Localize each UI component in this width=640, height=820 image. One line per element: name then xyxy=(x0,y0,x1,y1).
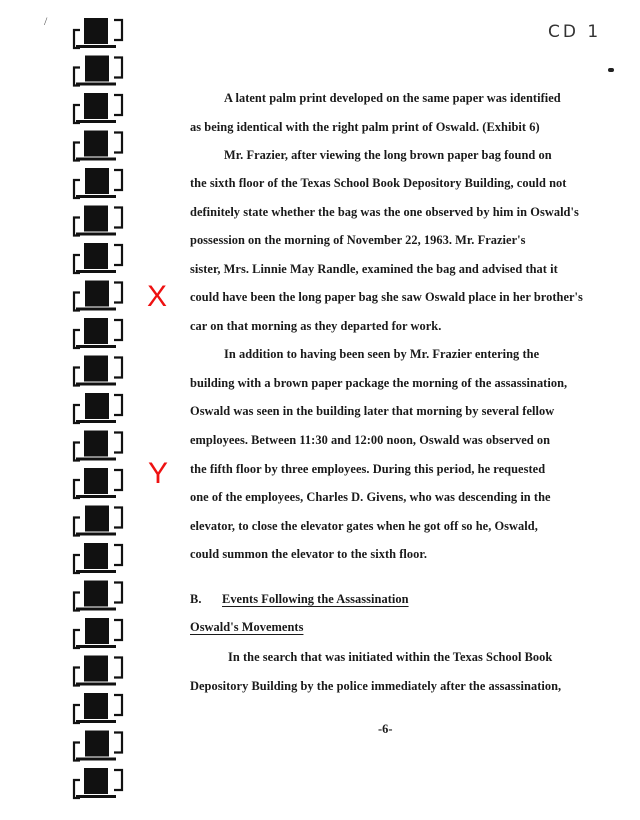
binding-bracket-right xyxy=(114,770,122,790)
binding-block xyxy=(84,93,108,119)
binding-bracket-right xyxy=(114,283,122,303)
binding-bar xyxy=(76,270,116,273)
binding-bracket-right xyxy=(114,583,122,603)
binding-bar xyxy=(76,45,116,48)
binding-bar xyxy=(76,83,116,86)
binding-bar xyxy=(76,120,116,123)
binding-block xyxy=(85,618,109,644)
binding-bracket-right xyxy=(114,658,122,678)
paragraph-2-line-7: car on that morning as they departed for work. xyxy=(190,319,442,333)
binding-bar xyxy=(76,458,116,461)
binding-bracket-right xyxy=(114,20,122,40)
binding-block xyxy=(85,731,109,757)
section-letter: B. xyxy=(190,592,202,606)
binding-block xyxy=(85,281,109,307)
page-number: -6- xyxy=(378,722,393,736)
binding-bracket-right xyxy=(114,733,122,753)
binding-block xyxy=(84,356,108,382)
stray-ink-dot xyxy=(608,68,614,72)
binding-bar xyxy=(76,233,116,236)
binding-block xyxy=(84,18,108,44)
binding-bar xyxy=(76,420,116,423)
binding-loop xyxy=(74,243,122,273)
binding-block xyxy=(84,693,108,719)
paragraph-2-line-2: the sixth floor of the Texas School Book Depository Building, could not xyxy=(190,176,567,190)
binding-block xyxy=(84,431,108,457)
binding-bracket-right xyxy=(114,395,122,415)
binding-block xyxy=(84,468,108,494)
binding-bracket-right xyxy=(114,508,122,528)
paragraph-3-line-2: building with a brown paper package the morning of the assassination, xyxy=(190,376,568,390)
binding-bar xyxy=(76,608,116,611)
paragraph-3-line-7: elevator, to close the elevator gates when he got off so he, Oswald, xyxy=(190,519,538,533)
binding-bracket-right xyxy=(114,208,122,228)
binding-bracket-right xyxy=(114,545,122,565)
binding-bracket-right xyxy=(114,95,122,115)
paragraph-2-line-3: definitely state whether the bag was the one observed by him in Oswald's xyxy=(190,205,579,219)
paragraph-1-line-1: A latent palm print developed on the same paper was identified xyxy=(224,91,561,105)
binding-loop xyxy=(74,693,122,723)
paragraph-2-line-5: sister, Mrs. Linnie May Randle, examined the bag and advised that it xyxy=(190,262,558,276)
binding-loop xyxy=(74,18,122,48)
binding-block xyxy=(85,506,109,532)
binding-bracket-right xyxy=(114,245,122,265)
binding-loop xyxy=(74,56,122,86)
binding-bar xyxy=(76,383,116,386)
binding-bar xyxy=(76,758,116,761)
binding-bracket-right xyxy=(114,133,122,153)
binding-block xyxy=(84,243,108,269)
paragraph-1-line-2: as being identical with the right palm print of Oswald. (Exhibit 6) xyxy=(190,120,540,134)
binding-bracket-right xyxy=(114,58,122,78)
binding-loop xyxy=(74,168,122,198)
binding-bar xyxy=(76,495,116,498)
paragraph-4-line-1: In the search that was initiated within the Texas School Book xyxy=(228,650,553,664)
binding-bracket-right xyxy=(114,470,122,490)
binding-loop xyxy=(74,93,122,123)
paragraph-3-line-3: Oswald was seen in the building later that morning by several fellow xyxy=(190,404,555,418)
binding-bar xyxy=(76,720,116,723)
handwritten-corner-mark: CD 1 xyxy=(548,22,602,42)
paragraph-3-line-5: the fifth floor by three employees. During this period, he requested xyxy=(190,462,546,476)
binding-bar xyxy=(76,308,116,311)
binding-bar xyxy=(76,345,116,348)
binding-loop xyxy=(74,506,122,536)
binding-block xyxy=(84,768,108,794)
binding-bar xyxy=(76,795,116,798)
binding-bracket-right xyxy=(114,358,122,378)
binding-block xyxy=(84,543,108,569)
paragraph-3-line-8: could summon the elevator to the sixth floor. xyxy=(190,547,427,561)
binding-bracket-right xyxy=(114,170,122,190)
binding-block xyxy=(85,168,109,194)
binding-bar xyxy=(76,683,116,686)
binding-bracket-right xyxy=(114,695,122,715)
binding-loop xyxy=(74,431,122,461)
paragraph-3-line-4: employees. Between 11:30 and 12:00 noon, Oswald was observed on xyxy=(190,433,551,447)
binding-block xyxy=(84,206,108,232)
binding-loop xyxy=(74,768,122,798)
binding-block xyxy=(85,393,109,419)
binding-bar xyxy=(76,533,116,536)
binding-loop xyxy=(74,318,122,348)
binding-bar xyxy=(76,570,116,573)
subsection-title: Oswald's Movements xyxy=(190,620,304,634)
binding-block xyxy=(84,581,108,607)
paragraph-4-line-2: Depository Building by the police immediately after the assassination, xyxy=(190,679,562,693)
binding-bracket-right xyxy=(114,620,122,640)
binding-bracket-right xyxy=(114,433,122,453)
binding-block xyxy=(84,131,108,157)
binding-block xyxy=(85,56,109,82)
paragraph-2-line-1: Mr. Frazier, after viewing the long brown paper bag found on xyxy=(224,148,552,162)
binding-bar xyxy=(76,645,116,648)
margin-mark-x: X xyxy=(147,280,168,313)
binding-loop xyxy=(74,356,122,386)
binding-loop xyxy=(74,581,122,611)
binding-loop xyxy=(74,206,122,236)
section-title: Events Following the Assassination xyxy=(222,592,409,606)
binding-loop xyxy=(74,468,122,498)
binding-loop xyxy=(74,731,122,761)
paragraph-3-line-1: In addition to having been seen by Mr. Frazier entering the xyxy=(224,347,540,361)
paragraph-2-line-4: possession on the morning of November 22, 1963. Mr. Frazier's xyxy=(190,233,526,247)
binding-bar xyxy=(76,158,116,161)
binding-loop xyxy=(74,393,122,423)
binding-bar xyxy=(76,195,116,198)
binding-bracket-right xyxy=(114,320,122,340)
margin-mark-y: Y xyxy=(148,457,169,490)
paragraph-2-line-6: could have been the long paper bag she saw Oswald place in her brother's xyxy=(190,290,583,304)
binding-loop xyxy=(74,131,122,161)
binding-loop xyxy=(74,543,122,573)
binding-block xyxy=(84,656,108,682)
binding-loop xyxy=(74,656,122,686)
binding-loop xyxy=(74,281,122,311)
paragraph-3-line-6: one of the employees, Charles D. Givens, who was descending in the xyxy=(190,490,551,504)
binding-block xyxy=(84,318,108,344)
comb-binding-graphic xyxy=(68,14,143,804)
binding-loop xyxy=(74,618,122,648)
comb-binding xyxy=(68,14,143,804)
stray-tick-mark: / xyxy=(44,14,48,28)
